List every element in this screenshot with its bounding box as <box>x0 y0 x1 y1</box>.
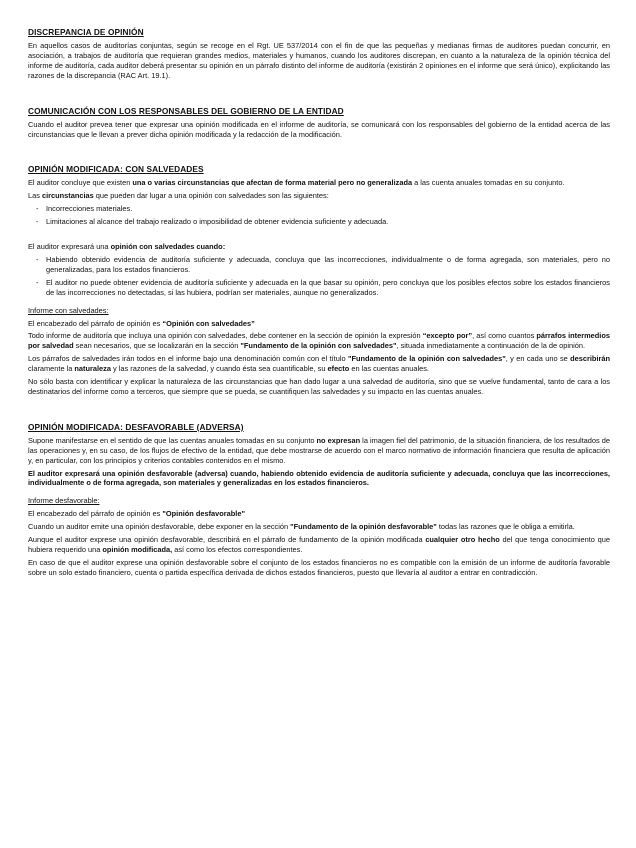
paragraph-bold: El auditor expresará una opinión desfavorable (adversa) cuando, habiendo obtenido evidencia de auditoría suficiente y adecuada, concluya que las incorrecciones, individualmente o de forma agregada, son materiales y generalizadas en los estados financieros. <box>28 468 610 488</box>
paragraph: Todo informe de auditoría que incluya una opinión con salvedades, debe contener en la sección de opinión la expresión “excepto por”, así como cuantos párrafos intermedios por salvedad sean necesarios, que se localizarán en la sección "Fundamento de la opinión con salvedades", situada inmediatamente a continuación de la de opinión. <box>28 331 610 351</box>
paragraph: Cuando un auditor emite una opinión desfavorable, debe exponer en la sección "Fundamento de la opinión desfavorable" todas las razones que le obliga a emitirla. <box>28 522 575 532</box>
list-item: - Habiendo obtenido evidencia de auditoría suficiente y adecuada, concluya que las incorrecciones, individualmente o de forma agregada, son materiales, pero no generalizadas, para los estados financieros. <box>28 255 610 275</box>
list-item: - El auditor no puede obtener evidencia de auditoría suficiente y adecuada en la que basar su opinión, pero concluya que los posibles efectos sobre los estados financieros de las incorrecciones no detectadas, si las hubiera, podrían ser materiales, aunque no generalizados. <box>28 278 610 298</box>
paragraph: El encabezado del párrafo de opinión es “Opinión con salvedades” <box>28 318 255 328</box>
list-item: - Incorrecciones materiales. <box>28 204 610 214</box>
paragraph: Cuando el auditor prevea tener que expresar una opinión modificada en el informe de auditoría, se comunicará con los responsables del gobierno de la entidad acerca de las circunstancias que le llevan a prever dicha opinión modificada y la redacción de la modificación. <box>28 119 610 139</box>
paragraph: El auditor expresará una opinión con salvedades cuando: <box>28 242 226 252</box>
condiciones-list <box>28 255 610 298</box>
paragraph: El auditor concluye que existen una o varias circunstancias que afectan de forma material pero no generalizada a las cuenta anuales tomadas en su conjunto. <box>28 178 565 188</box>
paragraph: En caso de que el auditor exprese una opinión desfavorable sobre el conjunto de los estados financieros no es compatible con la emisión de un informe de auditoría favorable sobre un solo estado financiero, cuenta o partida específica derivada de dichos estados financieros, puesto que llevaría al auditor a entrar en contradicción. <box>28 557 610 577</box>
heading-con-salvedades: OPINIÓN MODIFICADA: CON SALVEDADES <box>28 164 204 175</box>
heading-desfavorable: OPINIÓN MODIFICADA: DESFAVORABLE (ADVERSA) <box>28 421 244 432</box>
heading-comunicacion: COMUNICACIÓN CON LOS RESPONSABLES DEL GOBIERNO DE LA ENTIDAD <box>28 105 344 116</box>
paragraph: Las circunstancias que pueden dar lugar a una opinión con salvedades son las siguientes: <box>28 191 329 201</box>
document-page <box>28 27 610 581</box>
heading-discrepancia: DISCREPANCIA DE OPINIÓN <box>28 27 144 37</box>
paragraph: El encabezado del párrafo de opinión es "Opinión desfavorable" <box>28 509 245 519</box>
paragraph: Los párrafos de salvedades irán todos en el informe bajo una denominación común con el título "Fundamento de la opinión con salvedades", y en cada uno se describirán claramente la naturaleza y las razones de la salvedad, y cuando ésta sea cuantificable, su efecto en las cuentas anuales. <box>28 354 611 374</box>
paragraph: Aunque el auditor exprese una opinión desfavorable, describirá en el párrafo de fundamento de la opinión modificada cualquier otro hecho del que tenga conocimiento que hubiera requerido una opinión modificada, así como los efectos correspondientes. <box>28 535 610 554</box>
circunstancias-list <box>28 204 610 227</box>
paragraph: No sólo basta con identificar y explicar la naturaleza de las circunstancias que han dado lugar a una salvedad de auditoría, sino que se vuelve fundamental, tanto de cara a los destinatarios del informe como a terceros, que siempre que se pueda, se cuantifiquen las salvedades y su impacto en las cuentas anuales. <box>28 377 610 396</box>
paragraph: Supone manifestarse en el sentido de que las cuentas anuales tomadas en su conjunto no expresan la imagen fiel del patrimonio, de la situación financiera, de los resultados de las operaciones y, en su caso, de los flujos de efectivo de la entidad, que debe mostrarse de acuerdo con el marco normativo de información financiera que resulta de aplicación y, en particular, con los principios y criterios contables contenidos en el mismo. <box>28 435 610 465</box>
list-item: - Limitaciones al alcance del trabajo realizado o imposibilidad de obtener evidencia suficiente y adecuada. <box>28 217 610 227</box>
subheading-informe-salvedades: Informe con salvedades: <box>28 305 109 315</box>
subheading-informe-desfavorable: Informe desfavorable: <box>28 496 100 506</box>
paragraph: En aquellos casos de auditorías conjuntas, según se recoge en el Rgt. UE 537/2014 con el fin de que las pequeñas y medianas firmas de auditores puedan concurrir, en asociación, a trabajos de auditoría que requieran grandes medios, materiales y humanos, cuando los auditores discrepan, en cuanto a la naturaleza de la opinión técnica del informe de auditoría, cada auditor deberá presentar su opinión en un párrafo distinto del informe de auditoría (existirán 2 opiniones en el informe que será único), explicitando las razones de la discrepancia (RAC Art. 19.1). <box>28 41 610 80</box>
